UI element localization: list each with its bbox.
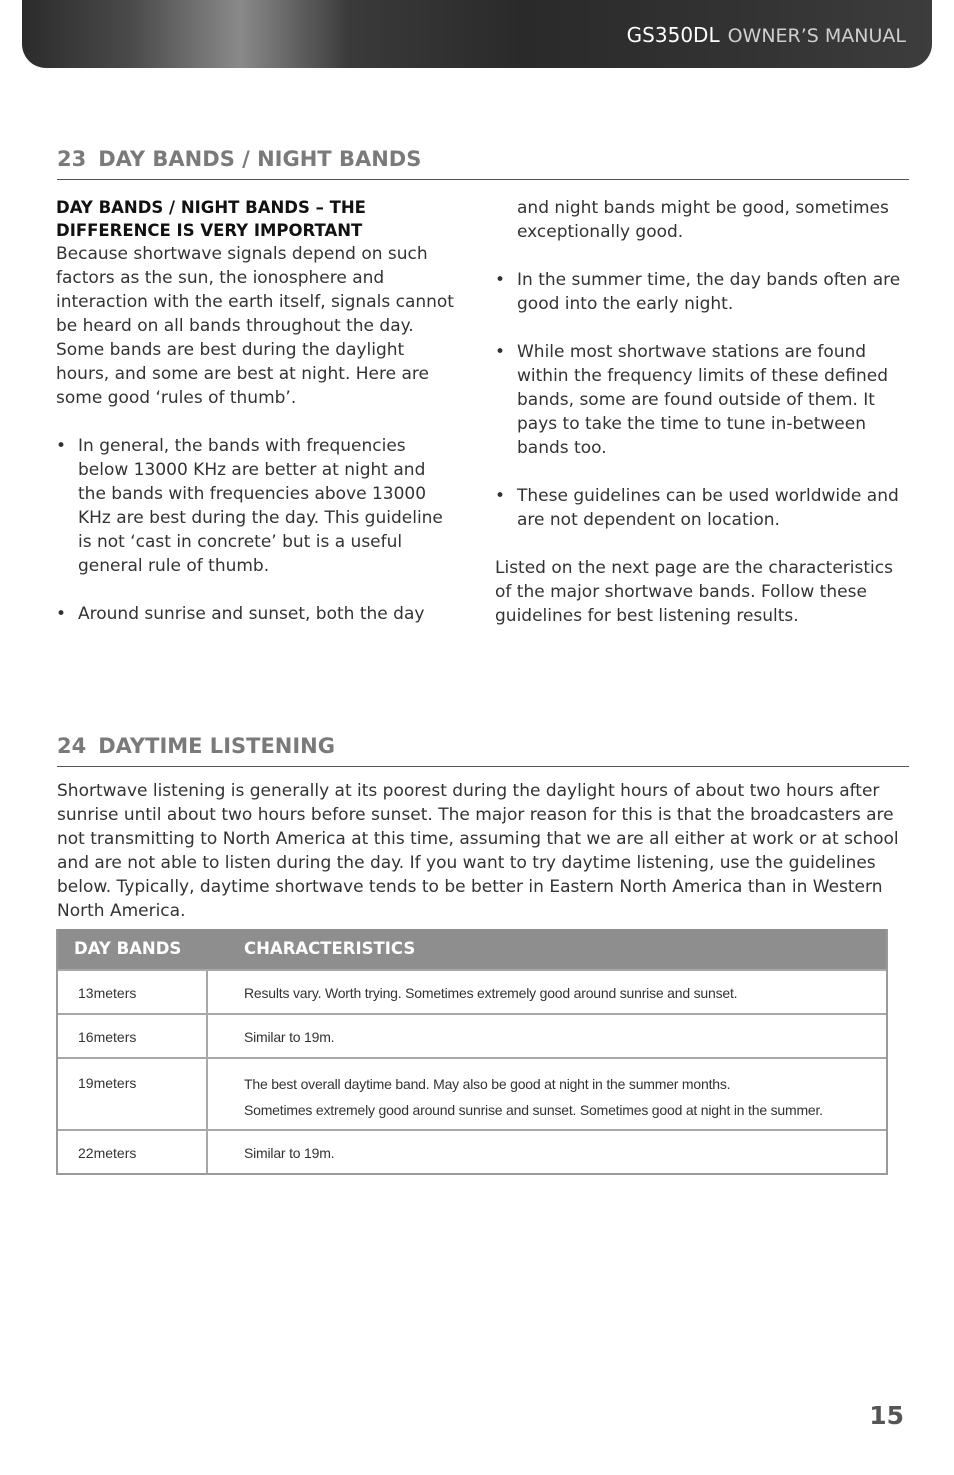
- subhead-line-1: DAY BANDS / NIGHT BANDS – THE: [56, 198, 366, 217]
- bullet-text: Around sunrise and sunset, both the day: [78, 604, 425, 624]
- table-row: [58, 969, 886, 1013]
- bullet-item: [495, 340, 909, 460]
- header-title: [627, 22, 906, 49]
- header-bar: [22, 0, 932, 68]
- page-number: 15: [869, 1401, 904, 1430]
- table-header-day-bands: DAY BANDS: [74, 939, 182, 958]
- band-cell: 22meters: [58, 1131, 208, 1173]
- characteristics-line: Sometimes extremely good around sunrise and sunset. Sometimes good at night in the summer.: [244, 1102, 823, 1118]
- table-row: [58, 1013, 886, 1057]
- bullet-text: These guidelines can be used worldwide and are not dependent on location.: [517, 486, 899, 530]
- table-header-row: [58, 929, 886, 969]
- bullet-dot: •: [495, 342, 506, 362]
- bullet-item: [56, 434, 454, 578]
- bullet-item: [56, 602, 454, 626]
- day-bands-table: [56, 929, 888, 1175]
- section-24-body: Shortwave listening is generally at its poorest during the daylight hours of about two hours after sunrise until about two hours before sunset. The major reason for this is that the broadcasters are not transmitting to North America at this time, assuming that we are all either at work or at school and are not able to listen during the day. If you want to try daytime listening, use the guidelines below. Typically, daytime shortwave tends to be better in Eastern North America than in Western North America.: [57, 781, 899, 921]
- characteristics-cell: Similar to 19m.: [244, 1145, 335, 1161]
- bullet-text: In the summer time, the day bands often are good into the early night.: [517, 270, 901, 314]
- bullet-dot: •: [56, 436, 67, 456]
- characteristics-cell: Results vary. Worth trying. Sometimes extremely good around sunrise and sunset.: [244, 985, 738, 1001]
- section-24-title: DAYTIME LISTENING: [98, 734, 335, 758]
- section-23-right-column: [495, 196, 909, 628]
- bullet-item: [495, 484, 909, 532]
- characteristics-cell: Similar to 19m.: [244, 1029, 335, 1045]
- bullet-dot: •: [56, 604, 67, 624]
- section-23-heading: [57, 145, 909, 180]
- table-row: [58, 1057, 886, 1129]
- section-23-title: DAY BANDS / NIGHT BANDS: [98, 147, 422, 171]
- section-23-subhead: [56, 196, 454, 242]
- band-cell: 19meters: [58, 1059, 208, 1129]
- section-23-closing: Listed on the next page are the characteristics of the major shortwave bands. Follow these guidelines for best listening results.: [495, 558, 893, 626]
- section-23-number: 23: [57, 147, 87, 171]
- section-23-intro: Because shortwave signals depend on such factors as the sun, the ionosphere and interaction with the earth itself, signals cannot be heard on all bands throughout the day. Some bands are best during the daylight hours, and some are best at night. Here are some good ‘rules of thumb’.: [56, 244, 454, 408]
- table-header-characteristics: CHARACTERISTICS: [244, 939, 416, 958]
- bullet-continued-text: and night bands might be good, sometimes exceptionally good.: [517, 198, 889, 242]
- characteristics-cell: [208, 1059, 886, 1129]
- section-24-heading: [57, 732, 909, 767]
- manual-label: OWNER’S MANUAL: [727, 25, 906, 47]
- subhead-line-2: DIFFERENCE IS VERY IMPORTANT: [56, 221, 363, 240]
- characteristics-line: The best overall daytime band. May also be good at night in the summer months.: [244, 1076, 731, 1092]
- band-cell: 16meters: [58, 1015, 208, 1057]
- bullet-item: [495, 268, 909, 316]
- table-row: [58, 1129, 886, 1173]
- bullet-text: In general, the bands with frequencies below 13000 KHz are better at night and the bands with frequencies above 13000 KHz are best during the day. This guideline is not ‘cast in concrete’ but is a useful general rule of thumb.: [78, 436, 443, 576]
- band-cell: 13meters: [58, 971, 208, 1013]
- section-24-number: 24: [57, 734, 87, 758]
- model-name: GS350DL: [626, 23, 720, 47]
- bullet-text: While most shortwave stations are found within the frequency limits of these defined bands, some are found outside of them. It pays to take the time to tune in-between bands too.: [517, 342, 888, 458]
- bullet-dot: •: [495, 270, 506, 290]
- section-23-left-column: [56, 196, 454, 626]
- bullet-dot: •: [495, 486, 506, 506]
